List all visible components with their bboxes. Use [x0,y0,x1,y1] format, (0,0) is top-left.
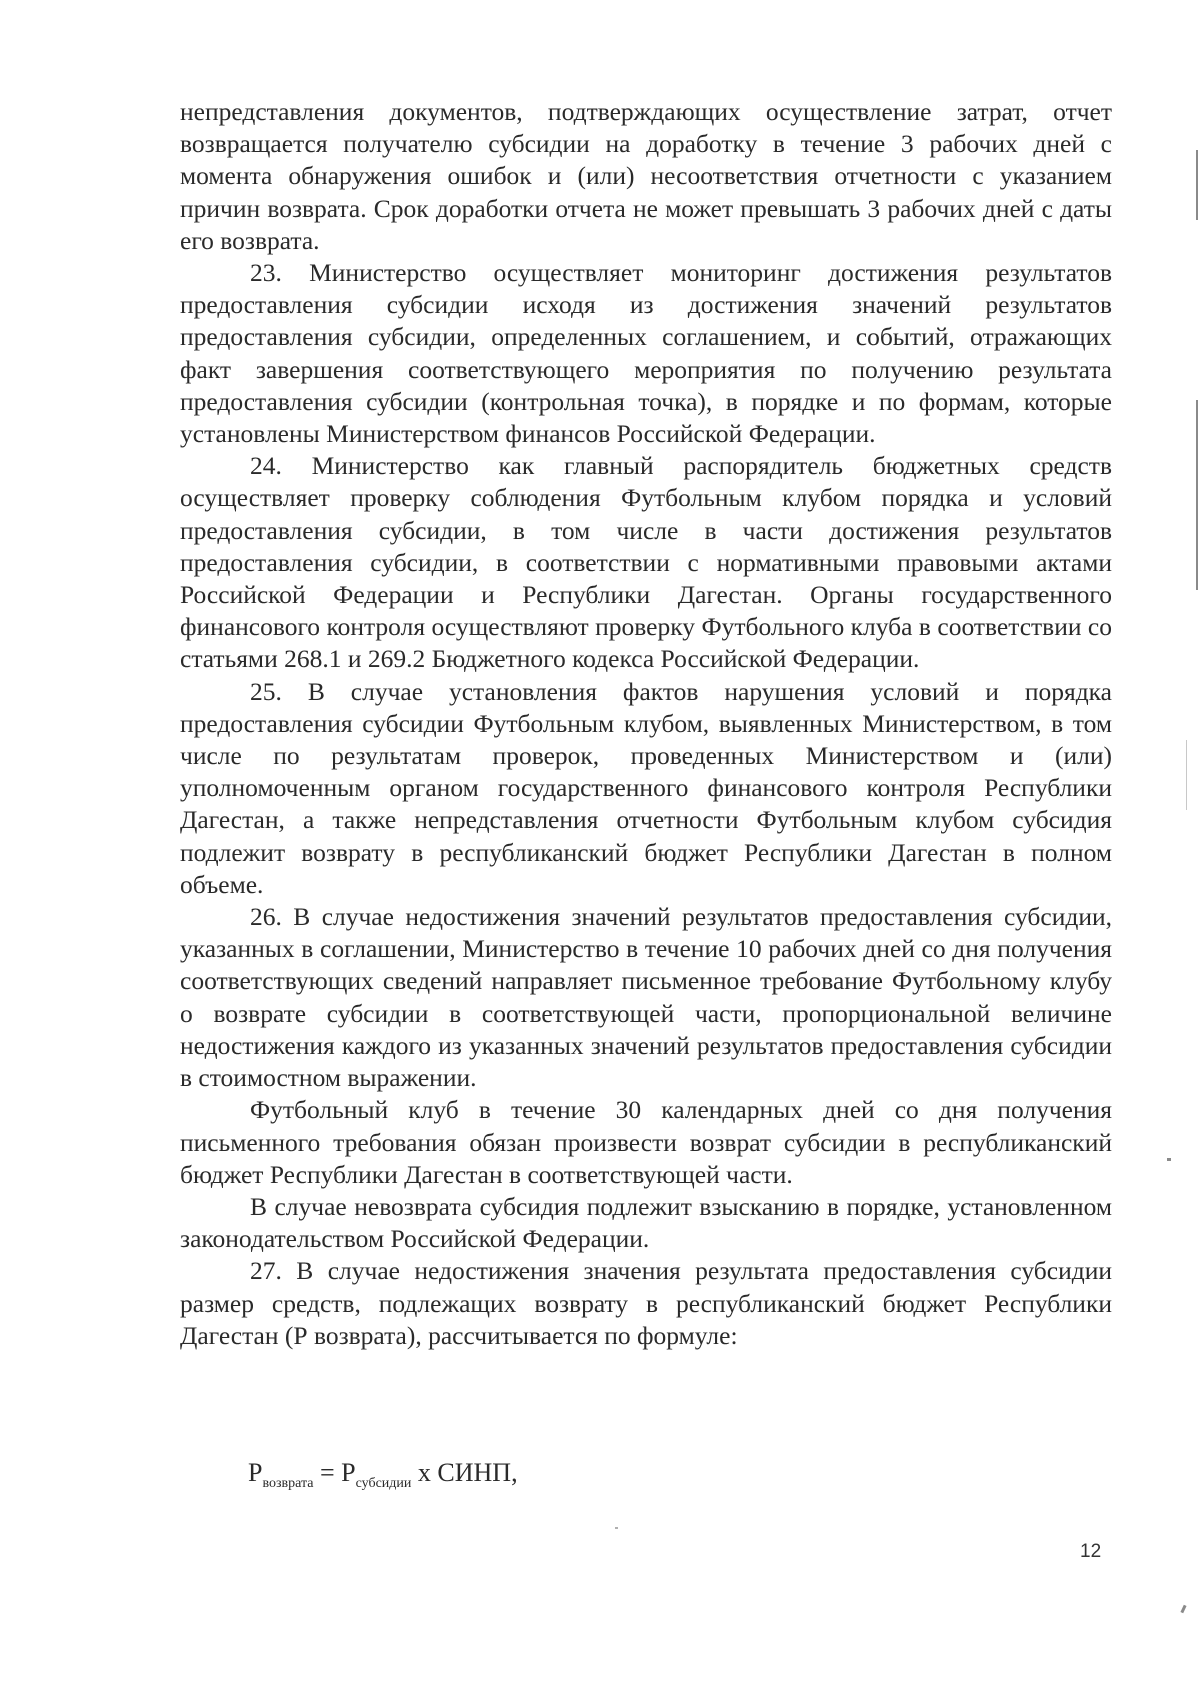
formula-p-subsidy: P [341,1458,356,1487]
scan-artifact-line-mid [1196,400,1198,590]
scan-artifact-tick [1180,1605,1186,1614]
scan-artifact-dot [1167,1158,1171,1161]
formula-p-refund: P [248,1458,263,1487]
scan-artifact-line-top [1196,150,1198,220]
paragraph-27: 27. В случае недостижения значения результата предоставления субсидии размер средств, подлежащих возврату в республиканский бюджет Республики Дагестан (Р возврата), рассчитывается по формуле: [180,1256,1112,1350]
formula-p-refund-subscript: возврата [262,1476,314,1491]
scan-artifact-line-low [1186,740,1187,810]
paragraph-26: 26. В случае недостижения значений результатов предоставления субсидии, указанных в соглашении, Министерство в течение 10 рабочих дней со дня получения соответствующих сведений направляет письменное требование Футбольному клубу о возврате субсидии в соответствующей части, пропорциональной величине недостижения каждого из указанных значений результатов предоставления субсидии в стоимостном выражении. [180,902,1112,1093]
formula-equals: = [313,1458,342,1487]
paragraph-1: непредставления документов, подтверждающих осуществление затрат, отчет возвращается получателю субсидии на доработку в течение 3 рабочих дней с момента обнаружения ошибок и (или) несоответствия отчетности с указанием причин возврата. Срок доработки отчета не может превышать 3 рабочих дней с даты его возврата. [180,97,1112,255]
refund-formula [248,1458,518,1499]
formula-p-subsidy-subscript: субсидии [355,1476,412,1491]
scan-artifact-speck [615,1527,618,1529]
paragraph-24: 24. Министерство как главный распорядитель бюджетных средств осуществляет проверку соблюдения Футбольным клубом порядка и условий предоставления субсидии, в том числе в части достижения результатов предоставления субсидии, в соответствии с нормативными правовыми актами Российской Федерации и Республики Дагестан. Органы государственного финансового контроля осуществляют проверку Футбольного клуба в соответствии со статьями 268.1 и 269.2 Бюджетного кодекса Российской Федерации. [180,451,1112,674]
paragraph-26-refund-term: Футбольный клуб в течение 30 календарных дней со дня получения письменного требования обязан произвести возврат субсидии в республиканский бюджет Республики Дагестан в соответствующей части. [180,1095,1112,1189]
paragraph-26-non-return: В случае невозврата субсидия подлежит взысканию в порядке, установленном законодательством Российской Федерации. [180,1191,1112,1254]
page-number: 12 [1080,1541,1102,1562]
formula-rest: х СИНП, [411,1458,518,1487]
document-body [180,96,1112,1352]
paragraph-23: 23. Министерство осуществляет мониторинг достижения результатов предоставления субсидии исходя из достижения значений результатов предоставления субсидии, определенных соглашением, и событий, отражающих факт завершения соответствующего мероприятия по получению результата предоставления субсидии (контрольная точка), в порядке и по формам, которые установлены Министерством финансов Российской Федерации. [180,258,1112,449]
paragraph-25: 25. В случае установления фактов нарушения условий и порядка предоставления субсидии Футбольным клубом, выявленных Министерством, в том числе по результатам проверок, проведенных Министерством и (или) уполномоченным органом государственного финансового контроля Республики Дагестан, а также непредставления отчетности Футбольным клубом субсидия подлежит возврату в республиканский бюджет Республики Дагестан в полном объеме. [180,676,1112,899]
